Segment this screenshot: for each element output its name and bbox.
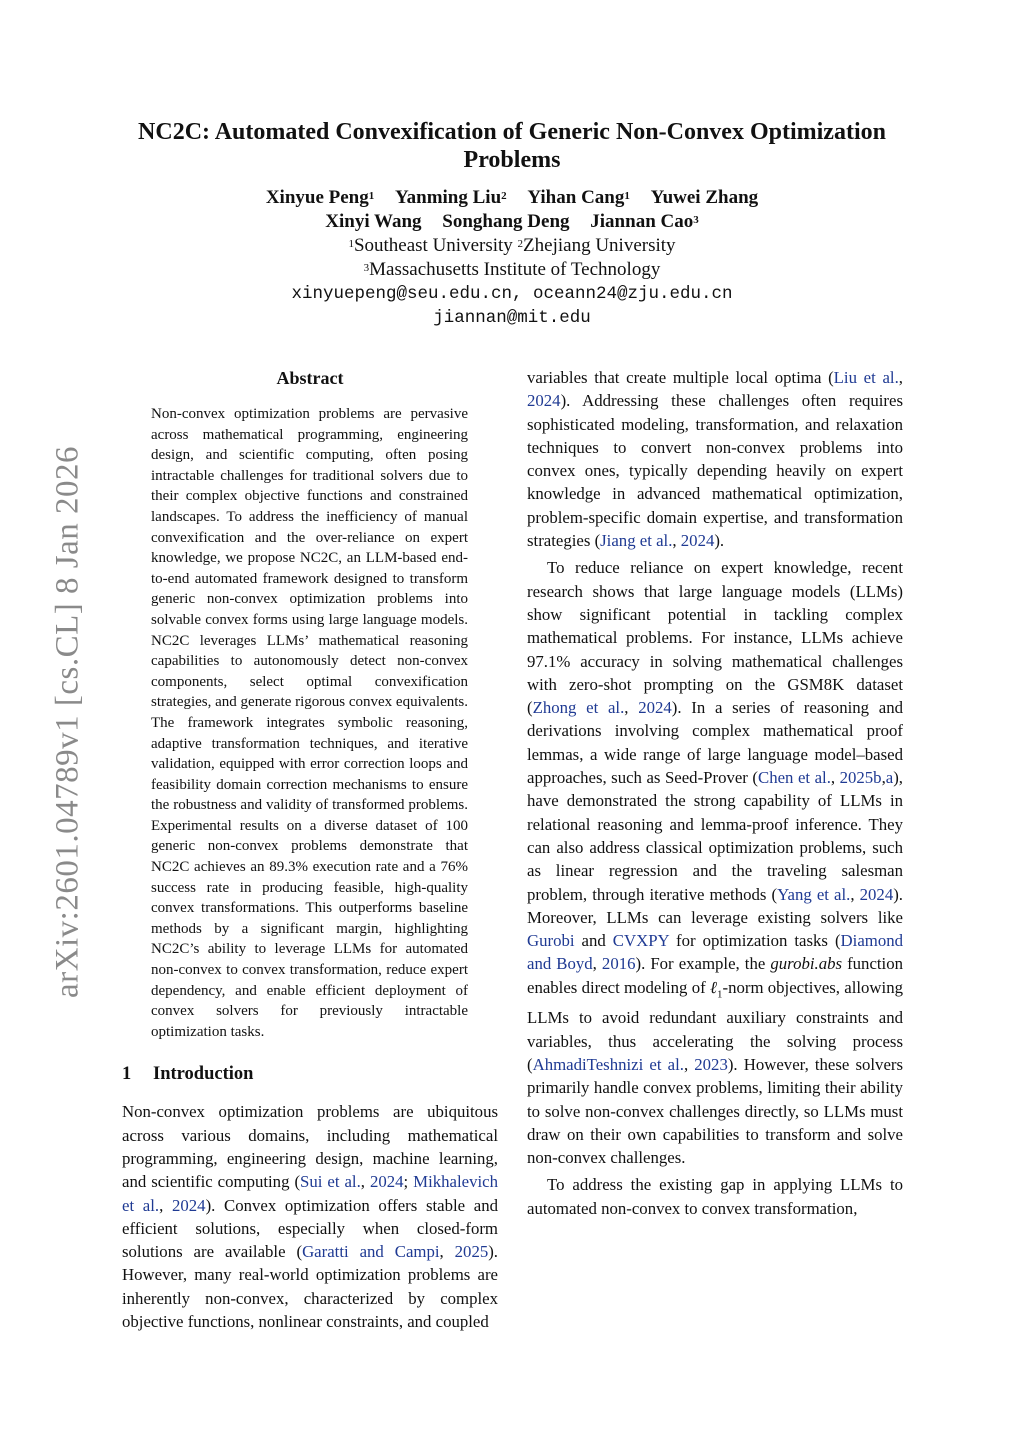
citation-link[interactable]: 2023 [694,1054,728,1074]
citation-link[interactable]: 2024 [369,1172,404,1192]
section-title: Introduction [153,1064,254,1085]
author-row [100,186,924,210]
left-column [122,366,498,1333]
citation-link[interactable]: Zhong et al. [532,698,625,718]
paper-header [100,118,924,330]
citation-link[interactable]: Liu et al. [833,368,899,387]
citation-link[interactable]: Jiang et al. [600,531,673,551]
right-column [527,366,903,1220]
citation-link[interactable]: Mikhalevich et al. [122,1172,498,1215]
intro-paragraph: To address the existing gap in applying LLMs to automated non-convex to convex transformation, [527,1175,903,1218]
author: Yuwei Zhang [650,187,759,208]
author: Yihan Cang$^1$ [527,187,630,208]
citation-link[interactable]: 2024 [638,698,672,718]
author: Yanming Liu$^2$ [395,187,507,208]
function-name: gurobi.abs [770,954,843,974]
citation-link[interactable]: Yang et al. [777,884,851,904]
author: Songhang Deng [442,211,570,232]
author: Jiannan Cao$^3$ [590,211,699,232]
section-heading [122,1062,498,1086]
arxiv-identifier: arXiv:2601.04789v1 [cs.CL] 8 Jan 2026 [49,446,86,998]
citation-link[interactable]: 2025 [454,1242,489,1262]
citation-link[interactable]: CVXPY [612,931,670,951]
intro-paragraph: Non-convex optimization problems are ubiquitous across various domains, including mathematical programming, engineering design, machine learning, and scientific computing (Sui et al., 2024; Mikhalevich et al., 2024). Convex optimization offers stable and efficient solutions, especially when closed-form solutions are available (Garatti and Campi, 2025). However, many real-world optimization problems are inherently non-convex, characterized by complex objective functions, nonlinear constraints, and coupled [122,1102,499,1332]
intro-paragraph-continued: variables that create multiple local optima (Liu et al., 2024). Addressing these challenges often requires sophisticated modeling, transformation, and relaxation techniques to convert non-convex problems into convex ones, typically depending heavily on expert knowledge in advanced mathematical optimization, problem-specific domain expertise, and transformation strategies (Jiang et al., 2024). [527,368,903,551]
affiliation-line: $^1$Southeast University $^2$Zhejiang University [348,235,676,256]
citation-link[interactable]: Garatti and Campi [302,1242,440,1262]
author-row [100,210,924,234]
citation-link[interactable]: Sui et al. [300,1172,361,1192]
affiliation-line: $^3$Massachusetts Institute of Technology [363,259,661,280]
author: Xinyi Wang [325,211,422,232]
author-list [100,186,924,234]
abstract-text: Non-convex optimization problems are pervasive across mathematical programming, engineering design, and scientific computing, often posing intractable challenges for traditional solvers due to their complex objective functions and constrained landscapes. To address the inefficiency of manual convexification and the over-reliance on expert knowledge, we propose NC2C, an LLM-based end-to-end automated framework designed to transform generic non-convex optimization problems into solvable convex forms using large language models. NC2C leverages LLMs’ mathematical reasoning capabilities to autonomously detect non-convex components, select optimal convexification strategies, and generate rigorous convex equivalents. The framework integrates symbolic reasoning, adaptive transformation techniques, and iterative validation, equipped with error correction loops and feasibility domain correction mechanisms to ensure the robustness and validity of transformed problems. Experimental results on a diverse dataset of 100 generic non-convex problems demonstrate that NC2C achieves an 89.3% execution rate and a 76% success rate in producing feasible, high-quality convex transformations. This outperforms baseline methods by a significant margin, highlighting NC2C’s ability to leverage LLMs for automated non-convex to convex transformation, reduce expert dependency, and enable efficient deployment of convex solvers for previously intractable optimization tasks. [151,406,468,1040]
citation-link[interactable]: 2025b [839,768,882,788]
citation-link[interactable]: 2024 [527,391,561,411]
author-emails: xinyuepeng@seu.edu.cn, oceann24@zju.edu.cn [291,284,733,304]
author: Xinyue Peng$^1$ [265,187,375,208]
author-emails: jiannan@mit.edu [433,308,591,328]
section-number: 1 [122,1064,132,1085]
title-line: NC2C: Automated Convexification of Generic Non-Convex Optimization [138,119,886,145]
citation-link[interactable]: Chen et al. [758,768,831,788]
citation-link[interactable]: 2024 [859,884,894,904]
citation-link[interactable]: 2024 [680,531,715,551]
abstract-heading: Abstract [276,368,344,388]
intro-paragraph: To reduce reliance on expert knowledge, recent research shows that large language models (LLMs) show significant potential in tackling complex mathematical problems. For instance, LLMs achieve 97.1% accuracy in solving mathematical challenges with zero-shot prompting on the GSM8K dataset (Zhong et al., 2024). In a series of reasoning and derivations involving complex mathematical proof lemmas, a wide range of large language model–based approaches, such as Seed-Prover (Chen et al., 2025b,a), have demonstrated the strong capability of LLMs in relational reasoning and lemma-proof inference. They can also address classical optimization problems, such as linear regression and the traveling salesman problem, through iterative methods (Yang et al., 2024). Moreover, LLMs can leverage existing solvers like Gurobi and CVXPY for optimization tasks (Diamond and Boyd, 2016). For example, the gurobi.abs function enables direct modeling of ℓ$_1$-norm objectives, allowing LLMs to avoid redundant auxiliary constraints and variables, thus accelerating the solving process (AhmadiTeshnizi et al., 2023). However, these solvers primarily handle convex problems, limiting their ability to solve non-convex challenges directly, so LLMs must draw on their own capabilities to transform and solve non-convex challenges. [527,558,904,1168]
citation-link[interactable]: a [885,768,894,788]
citation-link[interactable]: 2024 [172,1195,206,1215]
citation-link[interactable]: Diamond and Boyd [527,931,904,974]
citation-link[interactable]: AhmadiTeshnizi et al. [532,1054,684,1074]
title-line: Problems [463,147,561,173]
citation-link[interactable]: 2016 [601,954,636,974]
paper-title [100,118,924,174]
citation-link[interactable]: Gurobi [527,931,575,951]
